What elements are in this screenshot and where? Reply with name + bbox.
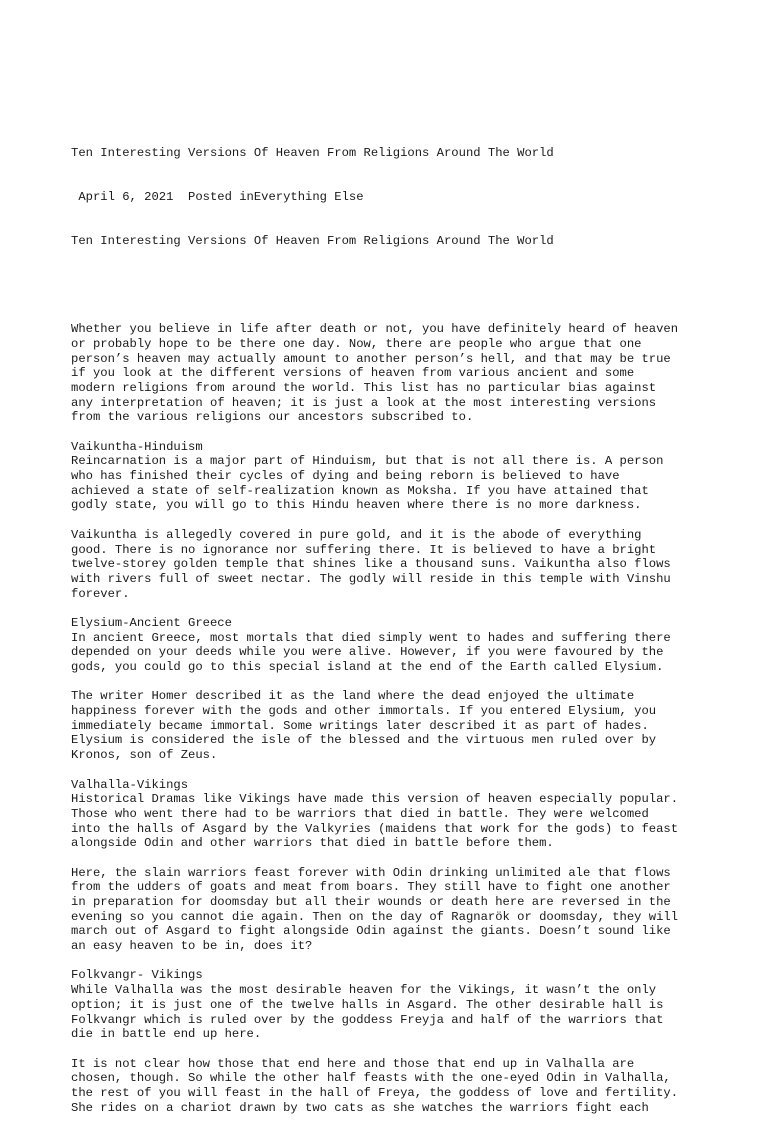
paragraph-line: march out of Asgard to fight alongside Odin against the giants. Doesn’t sound like: [71, 924, 671, 939]
paragraph-spacer: [71, 1042, 731, 1057]
paragraph-spacer: [71, 601, 731, 616]
paragraph-line: modern religions from around the world. This list has no particular bias against: [71, 380, 657, 395]
article-title: Ten Interesting Versions Of Heaven From Religions Around The World: [71, 234, 554, 248]
page-title: Ten Interesting Versions Of Heaven From Religions Around The World: [71, 145, 554, 160]
paragraph: [71, 1057, 731, 1116]
paragraph-spacer: [71, 763, 731, 778]
paragraph-line: chosen, though. So while the other half feasts with the one-eyed Odin in Valhalla,: [71, 1071, 671, 1086]
section-heading: Vaikuntha-Hinduism: [71, 439, 203, 454]
paragraph-line: Kronos, son of Zeus.: [71, 748, 218, 763]
paragraph-line: Folkvangr which is ruled over by the goddess Freyja and half of the warriors that: [71, 1012, 664, 1027]
paragraph-spacer: [71, 308, 731, 323]
paragraph-line: from the udders of goats and meat from boars. They still have to fight one another: [71, 880, 671, 895]
paragraph-line: Reincarnation is a major part of Hinduism, but that is not all there is. A person: [71, 454, 664, 469]
article-section: [71, 322, 731, 425]
paragraph-line: happiness forever with the gods and other immortals. If you entered Elysium, you: [71, 704, 657, 719]
paragraph-line: Here, the slain warriors feast forever with Odin drinking unlimited ale that flows: [71, 865, 671, 880]
document-header: [71, 116, 731, 278]
paragraph-line: if you look at the different versions of heaven from various ancient and some: [71, 366, 635, 381]
article-section: [71, 968, 731, 1115]
paragraph-line: die in battle end up here.: [71, 1027, 262, 1042]
paragraph-line: While Valhalla was the most desirable heaven for the Vikings, it wasn’t the only: [71, 983, 657, 998]
paragraph-line: alongside Odin and other warriors that died in battle before them.: [71, 836, 554, 851]
paragraph: [71, 792, 731, 851]
paragraph-line: who has finished their cycles of dying and being reborn is believed to have: [71, 469, 620, 484]
paragraph-line: godly state, you will go to this Hindu heaven where there is no more darkness.: [71, 498, 642, 513]
paragraph: [71, 528, 731, 601]
paragraph-line: immediately became immortal. Some writings later described it as part of hades.: [71, 718, 649, 733]
paragraph: [71, 322, 731, 425]
paragraph-spacer: [71, 675, 731, 690]
paragraph-line: Historical Dramas like Vikings have made this version of heaven especially popular.: [71, 792, 679, 807]
article-section: [71, 616, 731, 763]
paragraph-line: She rides on a chariot drawn by two cats as she watches the warriors fight each: [71, 1100, 649, 1115]
paragraph: [71, 454, 731, 513]
paragraph-line: person’s heaven may actually amount to another person’s hell, and that may be true: [71, 351, 671, 366]
paragraph-line: evening so you cannot die again. Then on the day of Ragnarök or doomsday, they will: [71, 909, 679, 924]
paragraph-line: Those who went there had to be warriors that died in battle. They were welcomed: [71, 806, 649, 821]
paragraph-line: In ancient Greece, most mortals that died simply went to hades and suffering there: [71, 630, 671, 645]
paragraph-line: Elysium is considered the isle of the blessed and the virtuous men ruled over by: [71, 733, 657, 748]
paragraph-line: depended on your deeds while you were alive. However, if you were favoured by the: [71, 645, 664, 660]
section-heading: Valhalla-Vikings: [71, 777, 189, 792]
paragraph-line: or probably hope to be there one day. Now, there are people who argue that one: [71, 336, 642, 351]
section-heading: Elysium-Ancient Greece: [71, 615, 232, 630]
paragraph-line: Vaikuntha is allegedly covered in pure gold, and it is the abode of everything: [71, 527, 642, 542]
paragraph-line: an easy heaven to be in, does it?: [71, 939, 313, 954]
paragraph-line: achieved a state of self-realization known as Moksha. If you have attained that: [71, 483, 649, 498]
paragraph-line: forever.: [71, 586, 130, 601]
paragraph-line: with rivers full of sweet nectar. The godly will reside in this temple with Vinshu: [71, 571, 671, 586]
section-heading: Folkvangr- Vikings: [71, 968, 203, 983]
paragraph-line: from the various religions our ancestors subscribed to.: [71, 410, 474, 425]
paragraph-spacer: [71, 954, 731, 969]
paragraph-line: option; it is just one of the twelve halls in Asgard. The other desirable hall is: [71, 997, 664, 1012]
paragraph-spacer: [71, 425, 731, 440]
paragraph-line: any interpretation of heaven; it is just a look at the most interesting versions: [71, 395, 657, 410]
paragraph-line: gods, you could go to this special island at the end of the Earth called Elysium.: [71, 660, 664, 674]
paragraph-line: in preparation for doomsday but all their wounds or death here are reversed in the: [71, 895, 671, 909]
paragraph-line: It is not clear how those that end here and those that end up in Valhalla are: [71, 1056, 635, 1071]
paragraph-line: twelve-storey golden temple that shines like a thousand suns. Vaikuntha also flows: [71, 557, 671, 572]
document-page: [71, 87, 731, 1130]
article-section: [71, 440, 731, 602]
paragraph-line: The writer Homer described it as the land where the dead enjoyed the ultimate: [71, 689, 635, 704]
article-body: [71, 308, 731, 1116]
paragraph: [71, 689, 731, 762]
post-meta: April 6, 2021 Posted inEverything Else: [71, 189, 364, 204]
article-section: [71, 778, 731, 954]
paragraph-line: Whether you believe in life after death or not, you have definitely heard of heaven: [71, 322, 679, 337]
paragraph: [71, 983, 731, 1042]
paragraph-spacer: [71, 513, 731, 528]
paragraph-line: into the halls of Asgard by the Valkyries (maidens that work for the gods) to feast: [71, 821, 679, 836]
paragraph: [71, 866, 731, 954]
paragraph-line: the rest of you will feast in the hall of Freya, the goddess of love and fertility.: [71, 1085, 679, 1100]
paragraph-line: good. There is no ignorance nor suffering there. It is believed to have a bright: [71, 542, 657, 557]
paragraph-spacer: [71, 851, 731, 866]
paragraph: [71, 631, 731, 675]
